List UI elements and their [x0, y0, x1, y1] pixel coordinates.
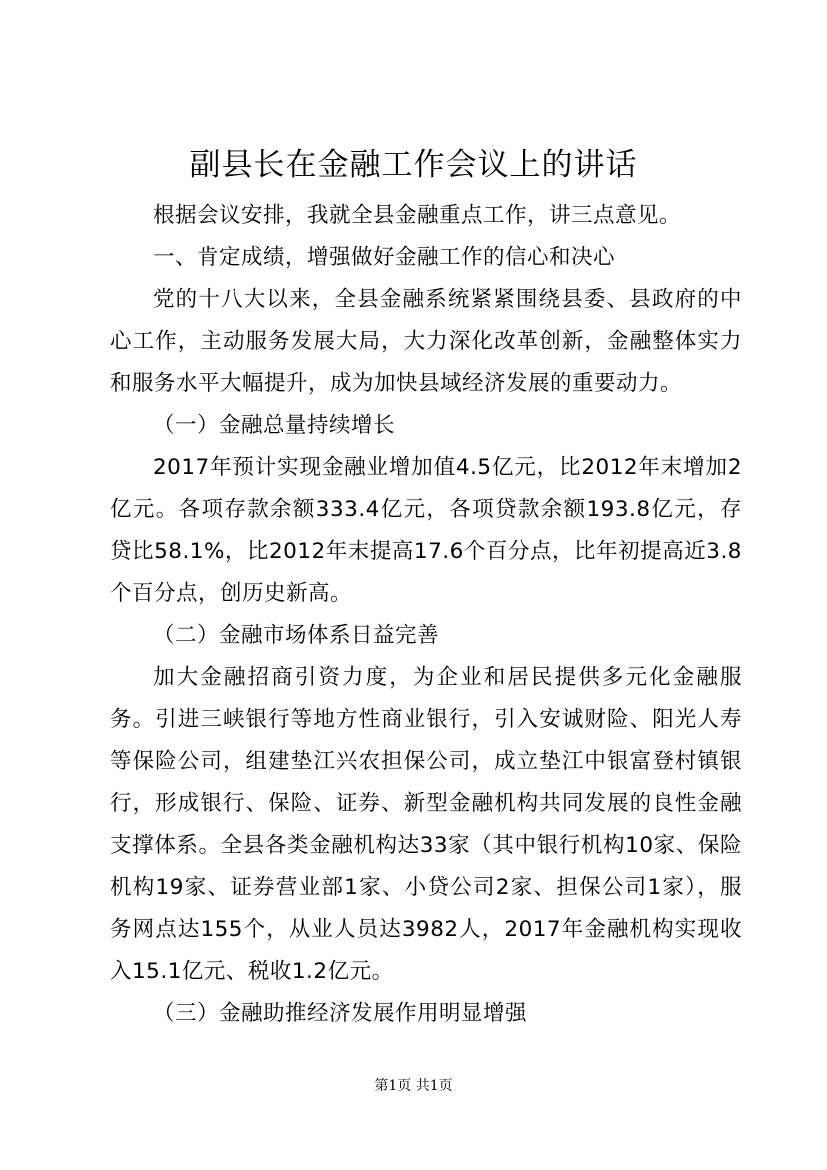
- subsection-heading-1: （一）金融总量持续增长: [153, 413, 396, 438]
- paragraph-intro: 根据会议安排，我就全县金融重点工作，讲三点意见。: [153, 203, 682, 228]
- paragraph-financial-total: 2017年预计实现金融业增加值4.5亿元，比2012年末增加2亿元。各项存款余额333.4亿元，各项贷款余额193.8亿元，存贷比58.1%，比2012年末提高17.6个百分点，比年初提高近3.8个百分点，创历史新高。: [110, 455, 742, 606]
- paragraph-overview: 党的十八大以来，全县金融系统紧紧围绕县委、县政府的中心工作，主动服务发展大局，大力深化改革创新，金融整体实力和服务水平大幅提升，成为加快县域经济发展的重要动力。: [110, 287, 742, 396]
- subsection-heading-3: （三）金融助推经济发展作用明显增强: [153, 1001, 528, 1026]
- document-title: 副县长在金融工作会议上的讲话: [189, 147, 638, 183]
- section-heading-1: 一、肯定成绩，增强做好金融工作的信心和决心: [153, 245, 616, 270]
- page-footer: 第1页 共1页: [374, 1078, 453, 1094]
- subsection-heading-2: （二）金融市场体系日益完善: [153, 623, 440, 648]
- document-body: [110, 195, 742, 1035]
- paragraph-market-system: 加大金融招商引资力度，为企业和居民提供多元化金融服务。引进三峡银行等地方性商业银行，引入安诚财险、阳光人寿等保险公司，组建垫江兴农担保公司，成立垫江中银富登村镇银行，形成银行、保险、证券、新型金融机构共同发展的良性金融支撑体系。全县各类金融机构达33家（其中银行机构10家、保险机构19家、证券营业部1家、小贷公司2家、担保公司1家），服务网点达155个，从业人员达3982人，2017年金融机构实现收入15.1亿元、税收1.2亿元。: [110, 665, 742, 984]
